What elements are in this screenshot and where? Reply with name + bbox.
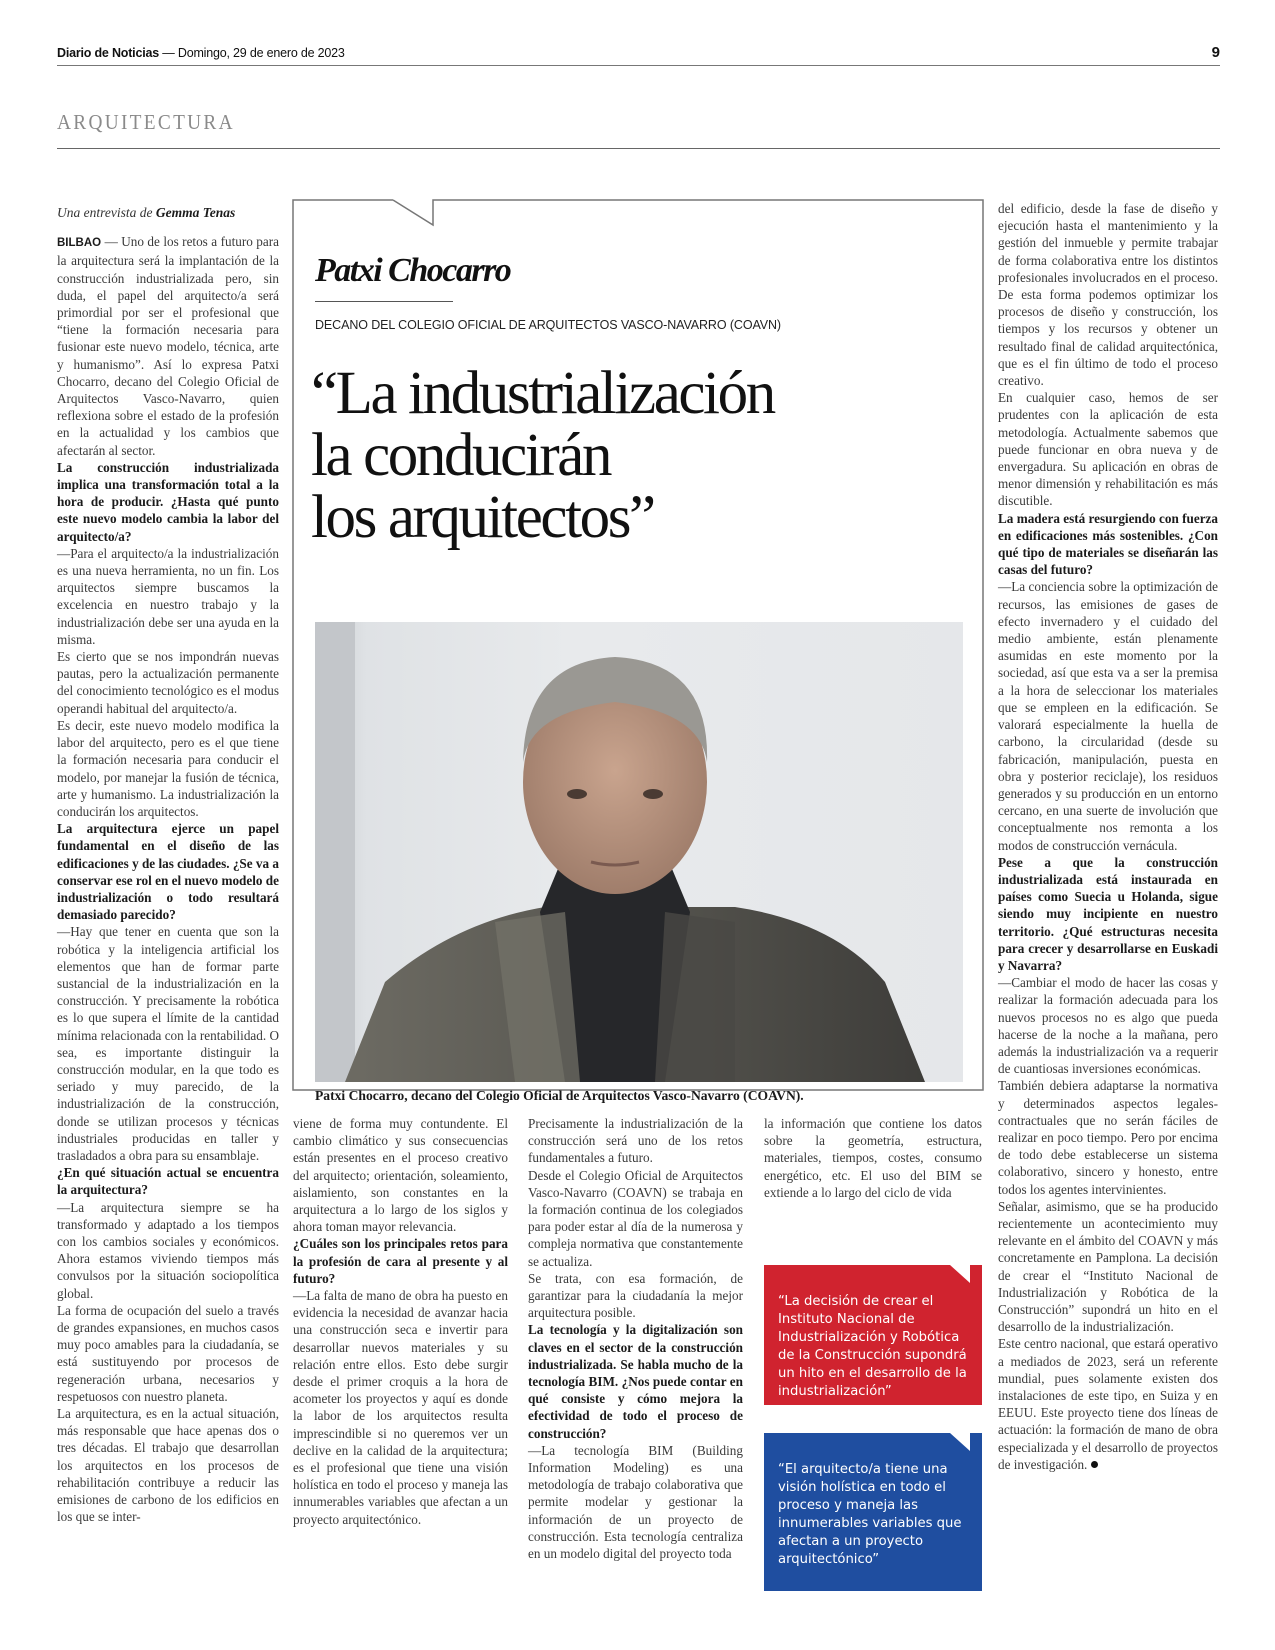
column-body xyxy=(764,1115,982,1201)
byline-author: Gemma Tenas xyxy=(155,205,236,220)
interview-question: La madera está resurgiendo con fuerza en edificaciones más sostenibles. ¿Con qué tipo de materiales se diseñarán las casas del futuro? xyxy=(998,510,1218,578)
publication-name: Diario de Noticias xyxy=(57,46,159,60)
publication-date: Domingo, 29 de enero de 2023 xyxy=(177,46,345,60)
column-body xyxy=(998,200,1218,1473)
pull-quote-blue xyxy=(764,1433,982,1591)
interview-question: ¿En qué situación actual se encuentra la arquitectura? xyxy=(57,1165,279,1198)
article-column-3 xyxy=(528,1115,743,1562)
article-paragraph: Señalar, asimismo, que se ha producido recientemente un acontecimiento muy relevante en el ámbito del COAVN y más concretamente en Pamplona. La decisión de crear el “Instituto Nacional de Industrialización y Robótica de la Construcción” supondrá un hito en el desarrollo de la industrialización. xyxy=(998,1198,1218,1335)
article-paragraph: viene de forma muy contundente. El cambio climático y sus consecuencias están presentes en el proceso creativo del arquitecto; orientación, soleamiento, aislamiento, son constantes en la arquitectura a lo largo de los siglos y ahora toman mayor relevancia. xyxy=(293,1116,508,1235)
article-paragraph: —Hay que tener en cuenta que son la robótica y la inteligencia artificial los elementos que han de formar parte sustancial de la industrialización en la construcción. Y precisamente la robótica es lo que supera el límite de la cantidad mínima relacionada con la rentabilidad. O sea, es importante distinguir la construcción modular, en la que todo es seriado y muy parecido, de la industrialización de la construcción, donde se utilizan procesos y técnicas industriales producidas en taller y trasladados a obra para su ensamblaje. xyxy=(57,924,279,1163)
interview-question: La construcción industrializada implica una transformación total a la hora de producir. ¿Hasta qué punto este nuevo modelo cambia la labor del arquitecto/a? xyxy=(57,459,279,544)
eye-left xyxy=(567,789,587,799)
article-paragraph: Es cierto que se nos impondrán nuevas pautas, pero la actualización permanente del conocimiento tecnológico es el modus operandi habitual del arquitecto/a. xyxy=(57,649,279,716)
column-body xyxy=(293,1115,508,1528)
name-underline xyxy=(315,301,453,302)
pull-quote-red xyxy=(764,1265,982,1405)
interview-question: La arquitectura ejerce un papel fundamental en el diseño de las edificaciones y de las ciudades. ¿Se va a conservar ese rol en el nuevo modelo de industrialización o todo resultará demasiado parecido? xyxy=(57,821,279,923)
headline-line: los arquitectos” xyxy=(311,484,654,551)
photo-caption: Patxi Chocarro, decano del Colegio Oficial de Arquitectos Vasco-Navarro (COAVN). xyxy=(315,1088,804,1103)
article-paragraph: Es decir, este nuevo modelo modifica la labor del arquitecto, pero es el que tiene la formación necesaria para conducir el modelo, por manejar la fusión de técnica, arte y humanismo. La industrialización la conducirán los arquitectos. xyxy=(57,717,279,819)
eye-right xyxy=(643,789,663,799)
lapel-right xyxy=(655,912,735,1082)
article-paragraph: —La falta de mano de obra ha puesto en evidencia la necesidad de avanzar hacia una construcción seca e invertir para desarrollar nuevos materiales y su relación entre ellos. Esto debe surgir desde el primer croquis a la hora de acometer los proyectos y aquí es donde la labor de los arquitectos resulta imprescindible si no queremos ver un declive en la calidad de la arquitectura; es el profesional que tiene una visión holística en todo el proceso y maneja las innumerables variables que afectan a un proyecto arquitectónico. xyxy=(293,1288,508,1527)
article-paragraph: BILBAO — Uno de los retos a futuro para la arquitectura será la implantación de la construcción industrializada pero, sin duda, el papel del arquitecto/a será primordial por ser el profesional que “tiene la formación necesaria para fusionar este nuevo modelo, técnica, arte y humanismo”. Así lo expresa Patxi Chocarro, decano del Colegio Oficial de Arquitectos Vasco-Navarro, quien reflexiona sobre el estado de la profesión en la actualidad y los cambios que afectarán al sector. xyxy=(57,234,279,458)
headline-line: la conducirán xyxy=(311,422,611,489)
article-paragraph: Precisamente la industrialización de la construcción será uno de los retos fundamentales a futuro. xyxy=(528,1116,743,1166)
article-paragraph: La forma de ocupación del suelo a través de grandes expansiones, en muchos casos muy poco amables para la ciudadanía, se está sustituyendo por procesos de regeneración urbana, necesarios y respetuosos con nuestro planeta. xyxy=(57,1302,279,1404)
article-paragraph: —Para el arquitecto/a la industrialización es una nueva herramienta, no un fin. Los arquitectos siempre buscamos la excelencia en nuestro trabajo y la industrialización debe ser una ayuda en la misma. xyxy=(57,545,279,647)
quote-notch-icon xyxy=(950,1433,970,1451)
interviewee-name: Patxi Chocarro xyxy=(315,252,511,289)
page-header xyxy=(57,46,1220,66)
article-paragraph: —Cambiar el modo de hacer las cosas y realizar la formación adecuada para los nuevos procesos no es algo que pueda hacerse de la noche a la mañana, pero además la industrialización va a requerir de cuantiosas inversiones económicas. xyxy=(998,975,1218,1077)
article-paragraph: —La arquitectura siempre se ha transformado y adaptado a los tiempos con los cambios sociales y económicos. Ahora estamos viviendo tiempos más convulsos por la situación sociopolítica global. xyxy=(57,1199,279,1301)
headline xyxy=(311,360,971,551)
article-column-1 xyxy=(57,204,279,1525)
article-paragraph: La arquitectura, es en la actual situación, más responsable que hace apenas dos o tres décadas. El trabajo que desarrollan los arquitectos en los procesos de rehabilitación contribuye a reducir las emisiones de carbono de los edificios en los que se inter- xyxy=(57,1406,279,1525)
pull-quote-text: “La decisión de crear el Instituto Nacional de Industrialización y Robótica de la Construcción supondrá un hito en el desarrollo de la industrialización” xyxy=(778,1294,967,1399)
wall-shadow xyxy=(315,622,355,1082)
article-paragraph: Se trata, con esa formación, de garantizar para la ciudadanía la mejor arquitectura posible. xyxy=(528,1270,743,1321)
portrait-photo xyxy=(315,622,963,1082)
publication-dateline xyxy=(57,46,345,60)
interview-question: La tecnología y la digitalización son claves en el sector de la construcción industrializada. Se habla mucho de la tecnología BIM. ¿Nos puede contar en qué consiste y cómo mejora la efectividad de todo el proceso de construcción? xyxy=(528,1322,743,1441)
page-number: 9 xyxy=(1211,44,1220,61)
article-paragraph: Este centro nacional, que estará operativo a mediados de 2023, será un referente mundial, pues solamente existen dos instalaciones de este tipo, en Suiza y en EEUU. Este proyecto tiene dos líneas de actuación: la formación de mano de obra especializada y el desarrollo de proyectos de investigación. xyxy=(998,1336,1218,1472)
column-body xyxy=(57,233,279,1525)
article-paragraph: —La conciencia sobre la optimización de recursos, las emisiones de gases de efecto invernadero y el cuidado del medio ambiente, están plenamente asumidas en este momento por la sociedad, así que esta va a ser la premisa a la hora de seleccionar los materiales que se empleen en la edificación. Se valorará especialmente la huella de carbono, la circularidad (desde su fabricación, manipulación, puesta en obra y posterior reciclaje), los residuos generados y su producción en un entorno cercano, en una suerte de involución que conceptualmente nos remonta a los modos de construcción vernácula. xyxy=(998,579,1218,853)
section-title: ARQUITECTURA xyxy=(57,110,235,134)
article-paragraph: Desde el Colegio Oficial de Arquitectos Vasco-Navarro (COAVN) se trabaja en la formación continua de los colegiados para poder estar al día de la numerosa y compleja normativa que constantemente se actualiza. xyxy=(528,1167,743,1269)
article-column-2 xyxy=(293,1115,508,1528)
article-paragraph: En cualquier caso, hemos de ser prudentes con la aplicación de esta metodología. Actualmente sabemos que puede funcionar en obra nueva y de envergadura. Su aplicación en obras de menor dimensión y rehabilitación es más discutible. xyxy=(998,390,1218,509)
feature-box xyxy=(293,200,983,1103)
column-body xyxy=(528,1115,743,1562)
interviewee-role: DECANO DEL COLEGIO OFICIAL DE ARQUITECTOS VASCO-NAVARRO (COAVN) xyxy=(315,318,781,332)
portrait-illustration xyxy=(315,622,963,1082)
headline-line: “La industrialización xyxy=(311,360,774,427)
dateline-city: BILBAO xyxy=(57,237,102,250)
article-paragraph: la información que contiene los datos sobre la geometría, estructura, materiales, tiempos, costes, consumo energético, etc. El uso del BIM se extiende a lo largo del ciclo de vida xyxy=(764,1116,982,1200)
quote-notch-icon xyxy=(950,1265,970,1283)
article-column-5 xyxy=(998,200,1218,1473)
byline-prefix: Una entrevista de xyxy=(57,205,153,220)
interview-question: Pese a que la construcción industrializada está instaurada en países como Suecia u Holanda, sigue siendo muy incipiente en nuestro territorio. ¿Qué estructuras necesita para crecer y desarrollarse en Euskadi y Navarra? xyxy=(998,854,1218,973)
article-column-4 xyxy=(764,1115,982,1201)
article-paragraph: del edificio, desde la fase de diseño y ejecución hasta el mantenimiento y la gestión del inmueble y permite trabajar de forma colaborativa entre los distintos profesionales involucrados en el proceso. De esta forma podemos optimizar los procesos de diseño y construcción, los tiempos y los recursos y obtener un resultado final de calidad arquitectónica, que es el fin último de todo el proceso creativo. xyxy=(998,201,1218,389)
pull-quote-text: “El arquitecto/a tiene una visión holística en todo el proceso y maneja las innumerables variables que afectan a un proyecto arquitectónico” xyxy=(778,1462,962,1567)
article-paragraph: —La tecnología BIM (Building Information Modeling) es una metodología de trabajo colaborativa que permite modelar y gestionar la información de un proyecto de construcción. Esta tecnología centraliza en un modelo digital del proyecto toda xyxy=(528,1442,743,1562)
byline xyxy=(57,204,279,221)
section-divider xyxy=(57,148,1220,149)
end-mark-icon xyxy=(1091,1461,1098,1468)
dateline-separator: — xyxy=(162,46,175,60)
interview-question: ¿Cuáles son los principales retos para la profesión de cara al presente y al futuro? xyxy=(293,1236,508,1286)
article-paragraph: También debiera adaptarse la normativa y determinados aspectos legales-contractuales que no serán fáciles de realizar en poco tiempo. Pero por encima de todo debe establecerse un sistema colaborativo, sincero y honesto, entre todos los agentes intervinientes. xyxy=(998,1078,1218,1197)
